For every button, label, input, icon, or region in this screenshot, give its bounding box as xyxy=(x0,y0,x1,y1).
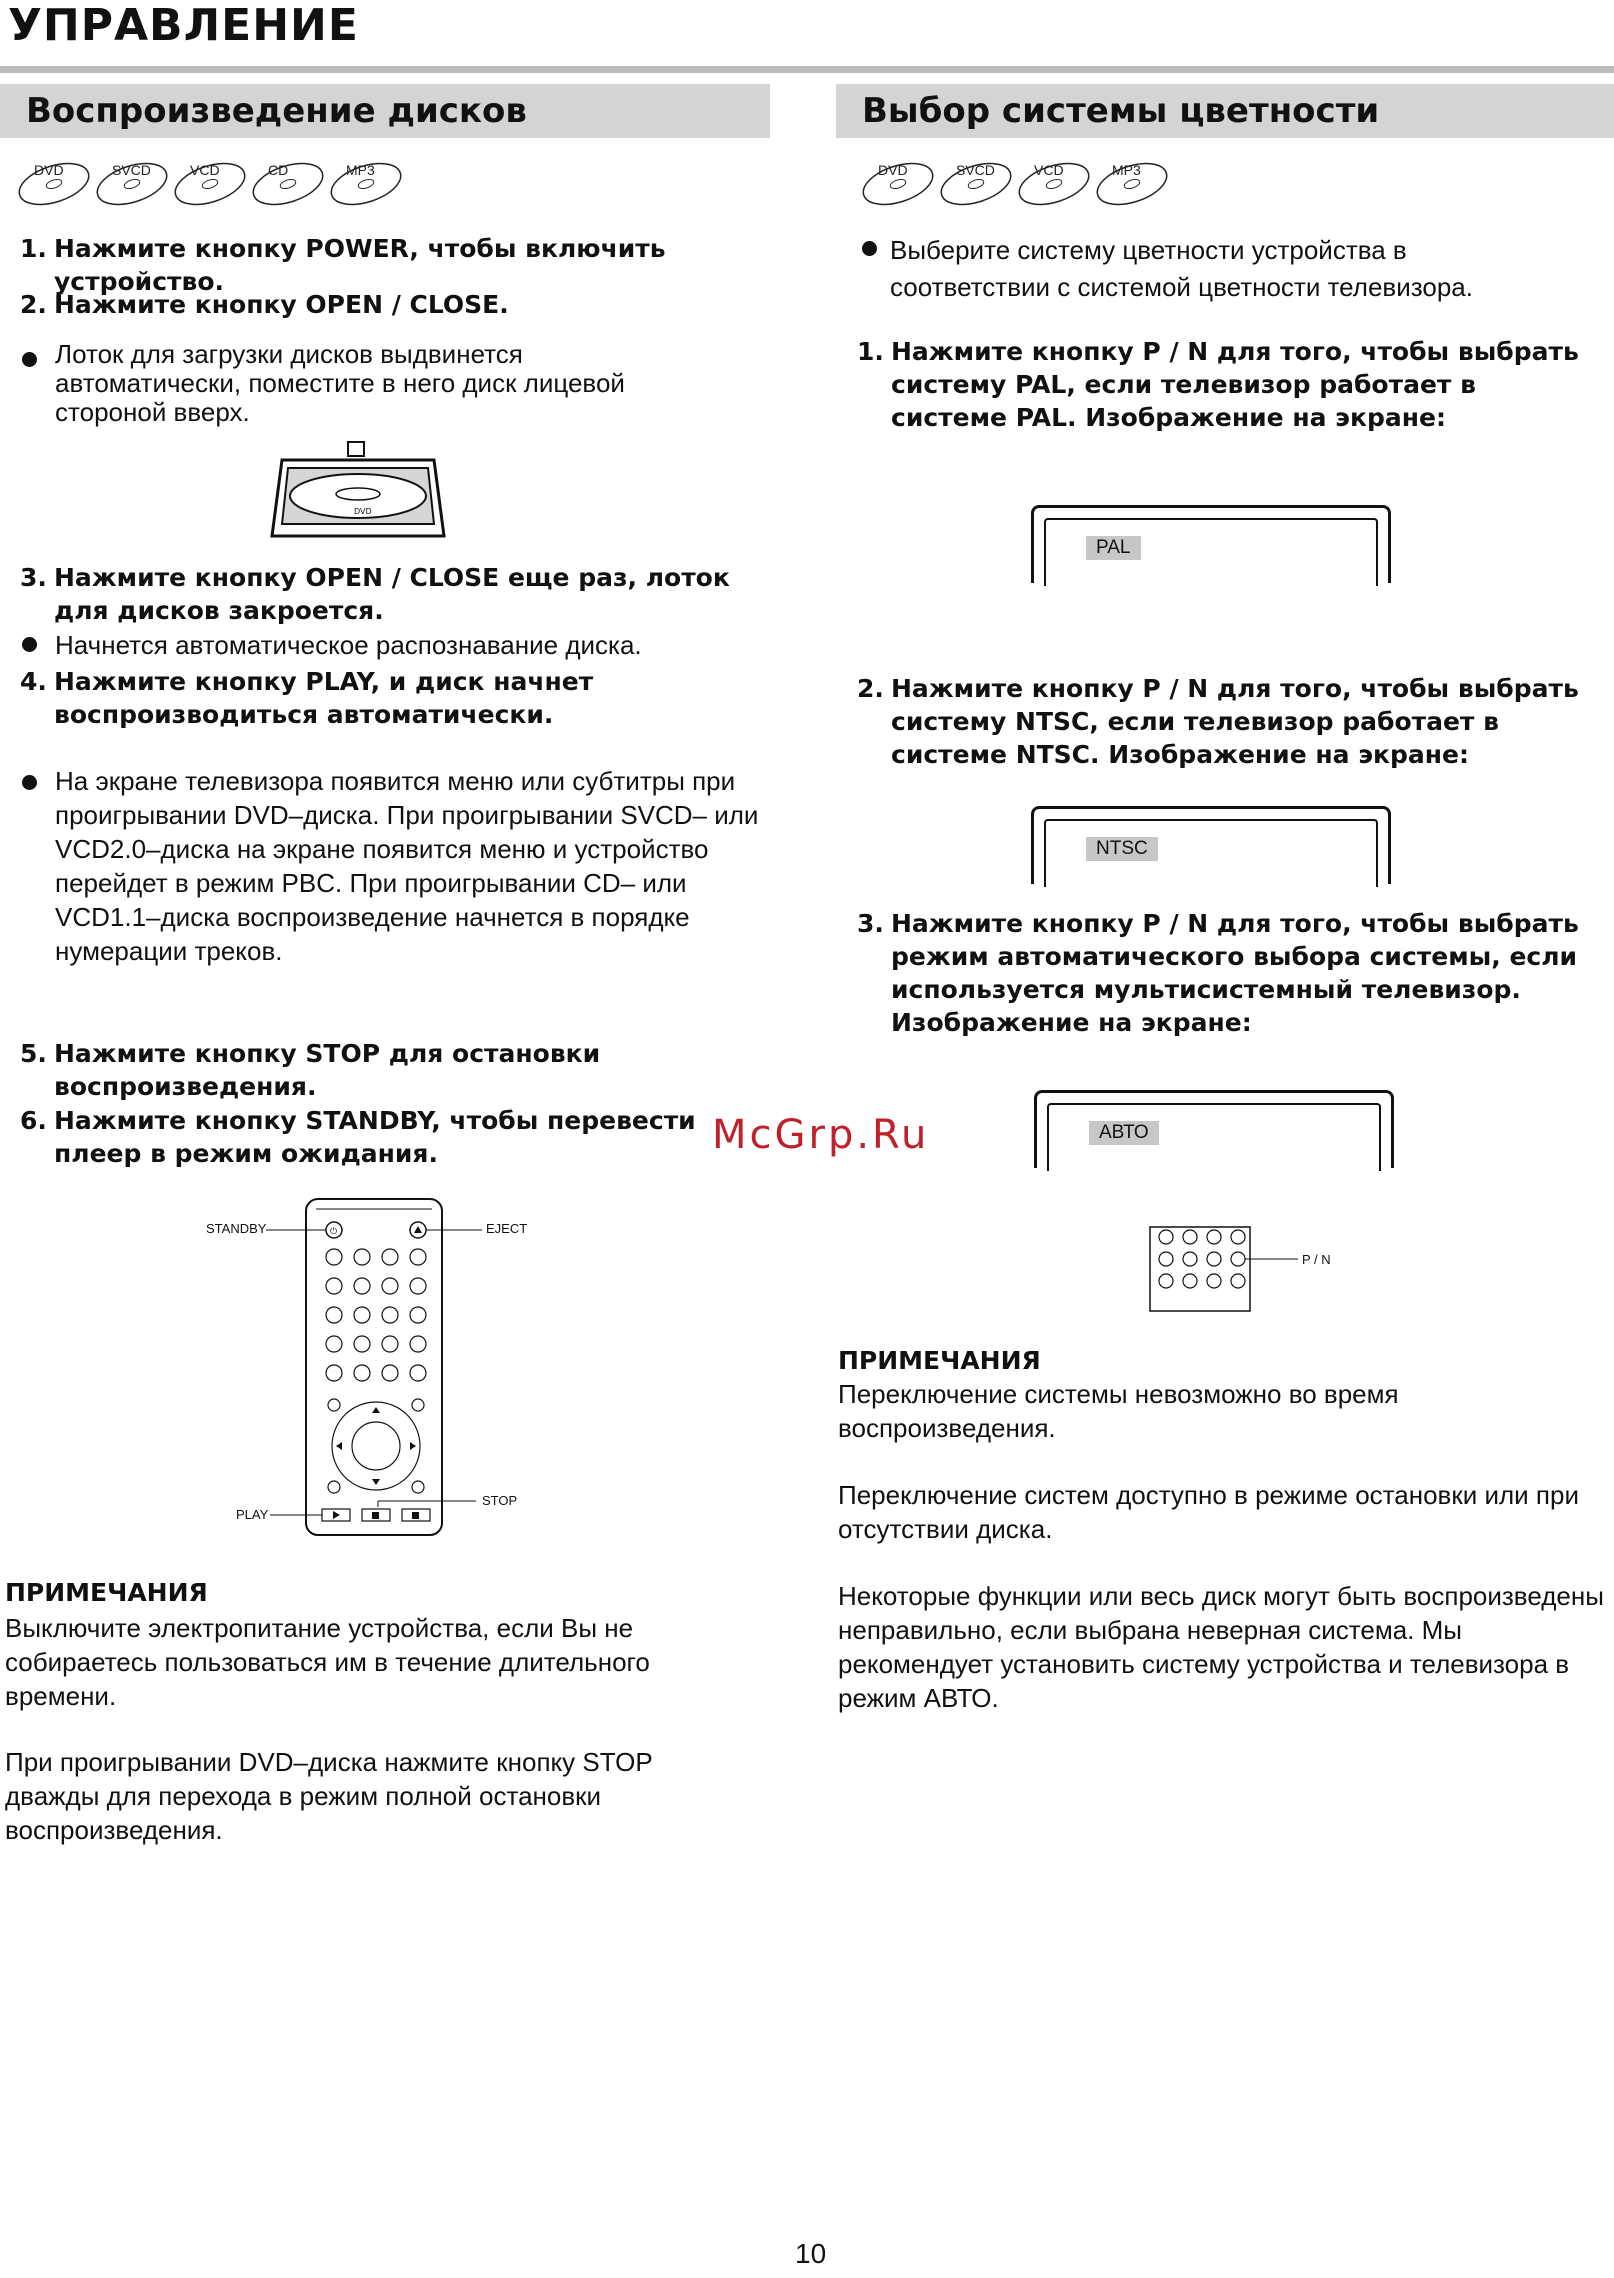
page-title: УПРАВЛЕНИЕ xyxy=(8,0,359,51)
right-note-2: Переключение систем доступно в режиме остановки или при отсутствии диска. xyxy=(838,1480,1579,1544)
play-label: PLAY xyxy=(236,1507,269,1522)
step-text: Нажмите кнопку OPEN / CLOSE еще раз, лоток для дисков закроется. xyxy=(54,563,730,625)
left-step-5 xyxy=(20,1037,760,1103)
step-number: 5. xyxy=(20,1039,47,1068)
bullet-icon xyxy=(862,241,877,256)
right-step-1 xyxy=(857,335,1597,434)
screen-label-auto: АВТО xyxy=(1089,1121,1159,1145)
left-step-2 xyxy=(20,288,760,321)
disc-icon-mp3 xyxy=(1092,156,1172,212)
step-text: Нажмите кнопку P / N для того, чтобы выбрать систему PAL, если телевизор работает в системе PAL. Изображение на экране: xyxy=(891,337,1579,432)
disc-label-mp3: MP3 xyxy=(346,162,375,178)
step-number: 6. xyxy=(20,1106,47,1135)
step-number: 3. xyxy=(20,563,47,592)
step-number: 2. xyxy=(857,674,884,703)
disc-icon-svcd xyxy=(92,156,172,212)
right-note-1: Переключение системы невозможно во время воспроизведения. xyxy=(838,1379,1399,1443)
remote-keypad-illustration xyxy=(1148,1225,1348,1315)
left-note-2: При проигрывании DVD–диска нажмите кнопку STOP дважды для перехода в режим полной остановки воспроизведения. xyxy=(5,1747,653,1845)
disc-icon-vcd xyxy=(1014,156,1094,212)
disc-label-svcd: SVCD xyxy=(112,162,151,178)
bullet-icon xyxy=(22,352,37,367)
page-number: 10 xyxy=(795,2238,827,2269)
step-text: Нажмите кнопку OPEN / CLOSE. xyxy=(54,290,509,319)
disc-icon-dvd xyxy=(14,156,94,212)
disc-label-dvd: DVD xyxy=(34,162,64,178)
right-section-heading: Выбор системы цветности xyxy=(836,84,1614,138)
stop-label: STOP xyxy=(482,1493,518,1508)
right-notes-title: ПРИМЕЧАНИЯ xyxy=(838,1346,1041,1375)
step-text: Нажмите кнопку PLAY, и диск начнет воспроизводиться автоматически. xyxy=(54,667,594,729)
remote-control-illustration xyxy=(200,1195,560,1540)
screen-label-pal: PAL xyxy=(1086,536,1141,560)
standby-label: STANDBY xyxy=(206,1221,267,1236)
left-notes-title: ПРИМЕЧАНИЯ xyxy=(5,1578,208,1607)
step-number: 3. xyxy=(857,909,884,938)
left-step-4 xyxy=(20,665,760,731)
disc-icon-svcd xyxy=(936,156,1016,212)
watermark: McGrp.Ru xyxy=(712,1112,930,1158)
left-disc-types xyxy=(14,156,434,212)
left-bullet-2: Начнется автоматическое распознавание диска. xyxy=(55,630,642,660)
left-section-heading: Воспроизведение дисков xyxy=(0,84,770,138)
step-text: Нажмите кнопку P / N для того, чтобы выбрать режим автоматического выбора системы, если используется мультисистемный телевизор. Изображение на экране: xyxy=(891,909,1579,1037)
title-rule xyxy=(0,66,1614,73)
step-number: 1. xyxy=(20,234,47,263)
step-number: 2. xyxy=(20,290,47,319)
disc-label-cd: CD xyxy=(268,162,289,178)
pn-label: P / N xyxy=(1302,1252,1331,1267)
step-number: 1. xyxy=(857,337,884,366)
disc-icon-dvd xyxy=(858,156,938,212)
step-text: Нажмите кнопку STOP для остановки воспроизведения. xyxy=(54,1039,601,1101)
left-step-3 xyxy=(20,561,760,627)
disc-label-vcd: VCD xyxy=(190,162,220,178)
disc-label-dvd: DVD xyxy=(878,162,908,178)
svg-text:DVD: DVD xyxy=(354,507,372,516)
disc-label-svcd: SVCD xyxy=(956,162,995,178)
step-text: Нажмите кнопку POWER, чтобы включить устройство. xyxy=(54,234,666,296)
right-bullet-1: Выберите систему цветности устройства в соответствии с системой цветности телевизора. xyxy=(890,235,1473,302)
bullet-icon xyxy=(22,637,37,652)
svg-text:⏻: ⏻ xyxy=(330,1227,338,1237)
disc-label-mp3: MP3 xyxy=(1112,162,1141,178)
right-disc-types xyxy=(858,156,1198,212)
disc-icon-cd xyxy=(248,156,328,212)
step-number: 4. xyxy=(20,667,47,696)
eject-label: EJECT xyxy=(486,1221,528,1236)
disc-tray-illustration xyxy=(268,440,448,540)
left-bullet-3: На экране телевизора появится меню или субтитры при проигрывании DVD–диска. При проигрывании SVCD– или VCD2.0–диска на экране появится меню и устройство перейдет в режим PBC. При проигрывании CD– или VCD1.1–диска воспроизведение начнется в порядке нумерации треков. xyxy=(55,766,759,966)
left-bullet-1: Лоток для загрузки дисков выдвинется автоматически, поместите в него диск лицевой стороной вверх. xyxy=(55,339,625,427)
step-text: Нажмите кнопку P / N для того, чтобы выбрать систему NTSC, если телевизор работает в системе NTSC. Изображение на экране: xyxy=(891,674,1579,769)
left-step-6 xyxy=(20,1104,790,1170)
tv-screen-auto xyxy=(1034,1090,1394,1168)
disc-label-vcd: VCD xyxy=(1034,162,1064,178)
right-step-3 xyxy=(857,907,1597,1039)
tv-screen-pal xyxy=(1031,505,1391,583)
screen-label-ntsc: NTSC xyxy=(1086,837,1158,861)
step-text: Нажмите кнопку STANDBY, чтобы перевести плеер в режим ожидания. xyxy=(54,1106,696,1168)
bullet-icon xyxy=(22,775,37,790)
right-step-2 xyxy=(857,672,1597,771)
left-note-1: Выключите электропитание устройства, если Вы не собираетесь пользоваться им в течение длительного времени. xyxy=(5,1613,650,1711)
disc-icon-vcd xyxy=(170,156,250,212)
tv-screen-ntsc xyxy=(1031,806,1391,884)
right-note-3: Некоторые функции или весь диск могут быть воспроизведены неправильно, если выбрана неверная система. Мы рекомендует установить систему устройства и телевизора в режим АВТО. xyxy=(838,1581,1604,1713)
disc-icon-mp3 xyxy=(326,156,406,212)
